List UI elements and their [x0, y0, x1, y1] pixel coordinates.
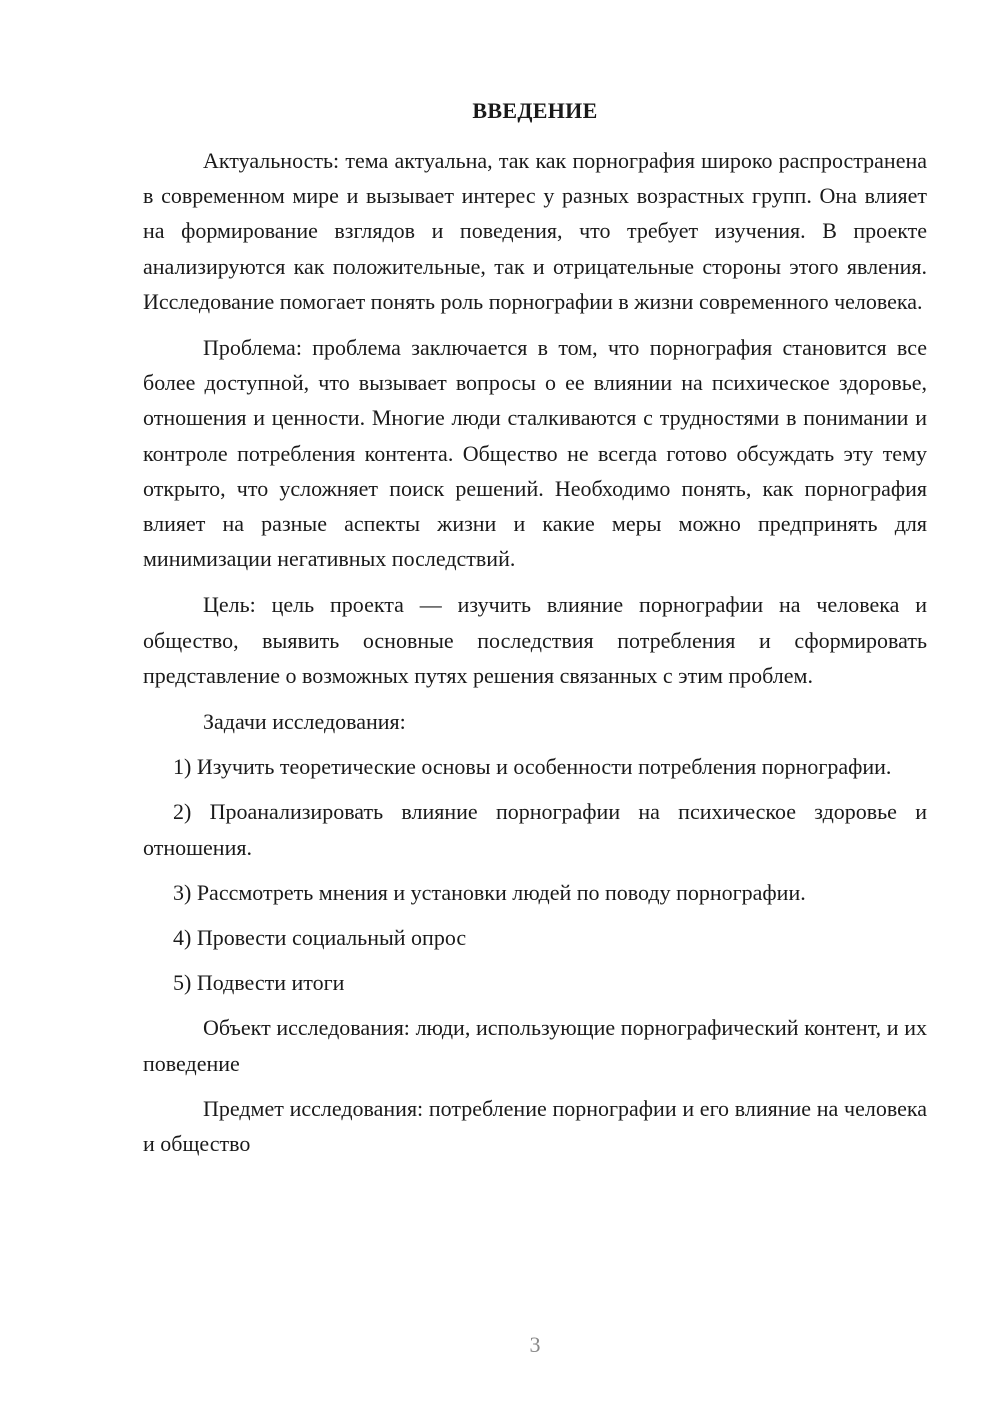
relevance-paragraph: Актуальность: тема актуальна, так как порнография широко распространена в современном мире и вызывает интерес у разных возрастных групп. Она влияет на формирование взглядов и поведения, что требует изучения. В проекте анализируются как положительные, так и отрицательные стороны этого явления. Исследование помогает понять роль порнографии в жизни современного человека. [143, 148, 927, 314]
task-item-5: 5) Подвести итоги [173, 970, 345, 996]
task-item-3: 3) Рассмотреть мнения и установки людей по поводу порнографии. [173, 879, 806, 905]
tasks-title: Задачи исследования: [203, 709, 406, 735]
subject-paragraph: Предмет исследования: потребление порнографии и его влияние на человека и общество [143, 1095, 927, 1157]
task-item-4: 4) Провести социальный опрос [173, 925, 467, 951]
page-number: 3 [529, 1332, 541, 1357]
goal-paragraph: Цель: цель проекта — изучить влияние порнографии на человека и общество, выявить основные последствия потребления и сформировать представление о возможных путях решения связанных с этим проблем. [143, 592, 927, 688]
task-item-2: 2) Проанализировать влияние порнографии на психическое здоровье и отношения. [143, 799, 927, 860]
task-item-1: 1) Изучить теоретические основы и особенности потребления порнографии. [173, 754, 892, 780]
problem-paragraph: Проблема: проблема заключается в том, что порнография становится все более доступной, что вызывает вопросы о ее влиянии на психическое здоровье, отношения и ценности. Многие люди сталкиваются с трудностями в понимании и контроле потребления контента. Общество не всегда готово обсуждать эту тему открыто, что усложняет поиск решений. Необходимо понять, как порнография влияет на разные аспекты жизни и какие меры можно предпринять для минимизации негативных последствий. [143, 335, 927, 572]
section-heading: ВВЕДЕНИЕ [472, 98, 598, 123]
page-body [143, 96, 927, 1161]
object-paragraph: Объект исследования: люди, использующие порнографический контент, и их поведение [143, 1015, 927, 1076]
